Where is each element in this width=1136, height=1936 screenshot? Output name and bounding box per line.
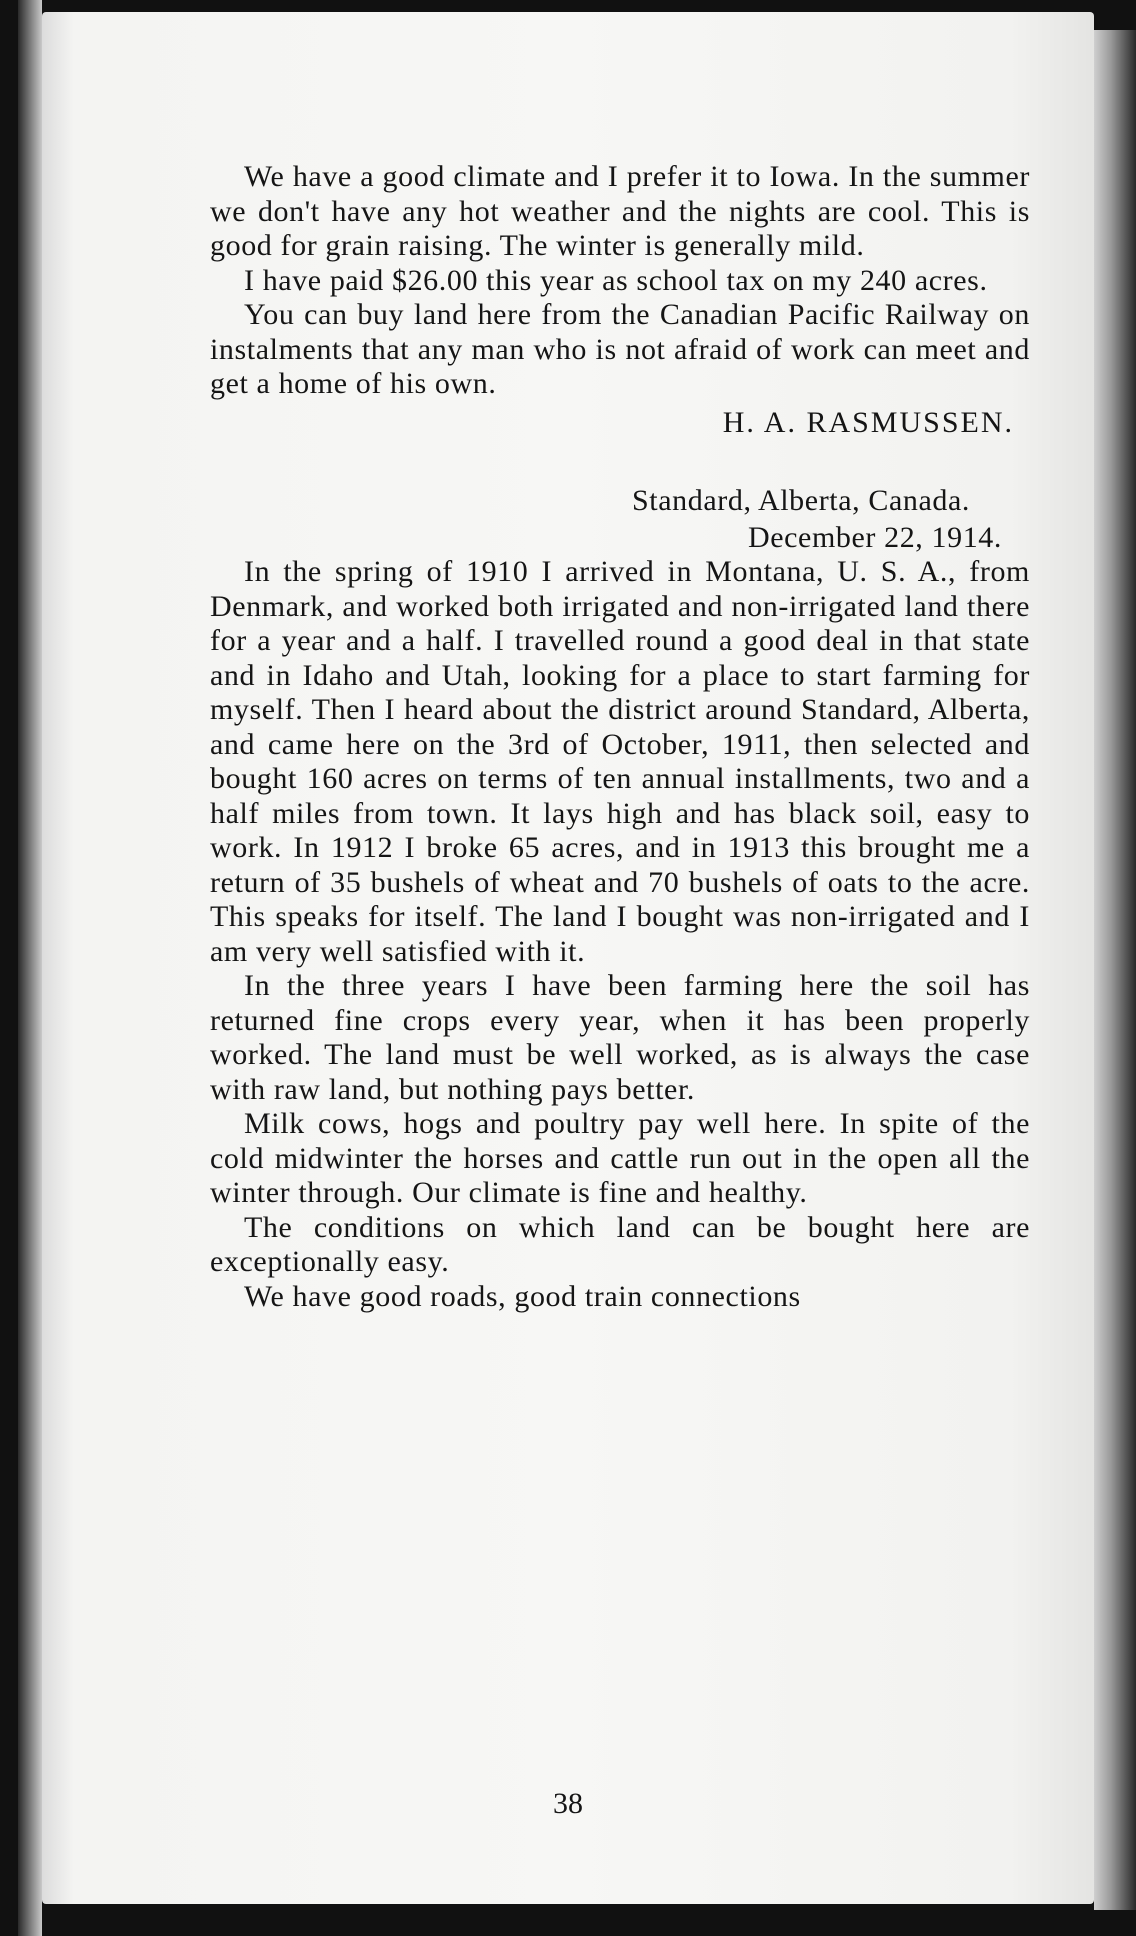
paragraph: The conditions on which land can be bought here are exceptionally easy. (210, 1210, 1030, 1278)
paragraph: Milk cows, hogs and poultry pay well here. In spite of the cold midwinter the horses and cattle run out in the open all the winter through. Our climate is fine and healthy. (210, 1107, 1030, 1209)
paragraph: You can buy land here from the Canadian Pacific Railway on instalments that any man who is not afraid of work can meet and get a home of his own. (210, 298, 1030, 400)
paragraph: I have paid $26.00 this year as school tax on my 240 acres. (244, 263, 988, 297)
letter-place: Standard, Alberta, Canada. (632, 484, 970, 517)
paragraph: In the spring of 1910 I arrived in Montana, U. S. A., from Denmark, and worked both irrigated and non-irrigated land there for a year and a half. I travelled round a good deal in that state and in Idaho and Utah, looking for a place to start farming for myself. Then I heard about the district around Standard, Alberta, and came here on the 3rd of October, 1911, then selected and bought 160 acres on terms of ten annual installments, two and a half miles from town. It lays high and has black soil, easy to work. In 1912 I broke 65 acres, and in 1913 this brought me a return of 35 bushels of wheat and 70 bushels of oats to the acre. This speaks for itself. The land I bought was non-irrigated and I am very well satisfied with it. (210, 555, 1030, 968)
paragraph: We have a good climate and I prefer it to Iowa. In the summer we don't have any hot weather and the nights are cool. This is good for grain raising. The winter is generally mild. (210, 160, 1030, 262)
page-number: 38 (553, 1787, 583, 1820)
paragraph: We have good roads, good train connections (244, 1279, 801, 1313)
page-edge (1094, 30, 1136, 1910)
signature: H. A. RASMUSSEN. (722, 405, 1014, 439)
body-text (210, 160, 1030, 1314)
book-gutter (18, 0, 42, 1936)
paragraph: In the three years I have been farming here the soil has returned fine crops every year, when it has been properly worked. The land must be well worked, as is always the case with raw land, but nothing pays better. (210, 969, 1030, 1106)
letter-date: December 22, 1914. (747, 520, 1002, 554)
